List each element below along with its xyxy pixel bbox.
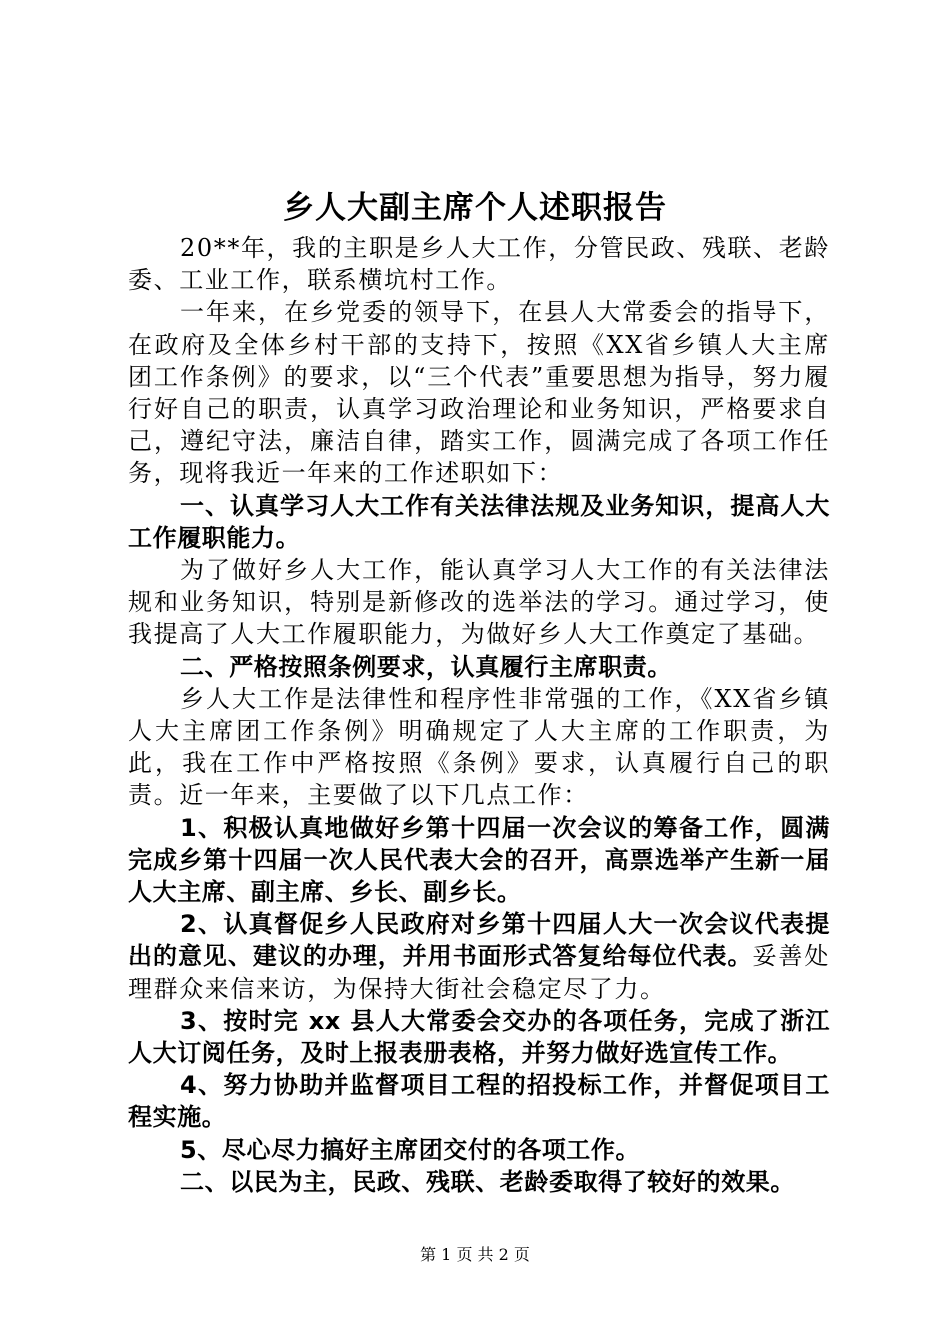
list-item-3: 3、按时完 xx 县人大常委会交办的各项任务，完成了浙江人大订阅任务，及时上报表册表格，并努力做好选宣传工作。 (128, 1006, 830, 1068)
section-heading-1: 一、认真学习人大工作有关法律法规及业务知识，提高人大工作履职能力。 (128, 491, 830, 552)
paragraph-overview: 一年来，在乡党委的领导下，在县人大常委会的指导下，在政府及全体乡村干部的支持下，按照《XX省乡镇人大主席团工作条例》的要求，以“三个代表”重要思想为指导，努力履行好自己的职责，认真学习政治理论和业务知识，严格要求自己，遵纪守法，廉洁自律，踏实工作，圆满完成了各项工作任务，现将我近一年来的工作述职如下： (128, 298, 830, 488)
list-item-5: 5、尽心尽力搞好主席团交付的各项工作。 (180, 1135, 641, 1164)
page-number-footer: 第 1 页 共 2 页 (420, 1245, 530, 1264)
paragraph-duties: 乡人大工作是法律性和程序性非常强的工作，《XX省乡镇人大主席团工作条例》明确规定了人大主席的工作职责，为此，我在工作中严格按照《条例》要求，认真履行自己的职责。近一年来，主要做了以下几点工作： (128, 684, 830, 810)
document-body (128, 232, 830, 1198)
document-title: 乡人大副主席个人述职报告 (283, 190, 667, 226)
paragraph-intro: 20**年，我的主职是乡人大工作，分管民政、残联、老龄委、工业工作，联系横坑村工作。 (128, 234, 830, 295)
section-heading-3: 二、以民为主，民政、残联、老龄委取得了较好的效果。 (180, 1167, 795, 1196)
list-item-2-tail: 妥善处理群众来信来访，为保持大街社会稳定尽了力。 (128, 942, 830, 1003)
list-item-2 (128, 908, 830, 1005)
section-heading-2: 二、严格按照条例要求，认真履行主席职责。 (180, 652, 672, 681)
paragraph-study: 为了做好乡人大工作，能认真学习人大工作的有关法律法规和业务知识，特别是新修改的选举法的学习。通过学习，使我提高了人大工作履职能力，为做好乡人大工作奠定了基础。 (128, 556, 830, 649)
list-item-4: 4、努力协助并监督项目工程的招投标工作，并督促项目工程实施。 (128, 1071, 830, 1132)
list-item-2-main: 2、认真督促乡人民政府对乡第十四届人大一次会议代表提出的意见、建议的办理，并用书面形式答复给每位代表。 (128, 910, 830, 971)
list-item-1: 1、积极认真地做好乡第十四届一次会议的筹备工作，圆满完成乡第十四届一次人民代表大会的召开，高票选举产生新一届人大主席、副主席、乡长、副乡长。 (128, 813, 830, 907)
